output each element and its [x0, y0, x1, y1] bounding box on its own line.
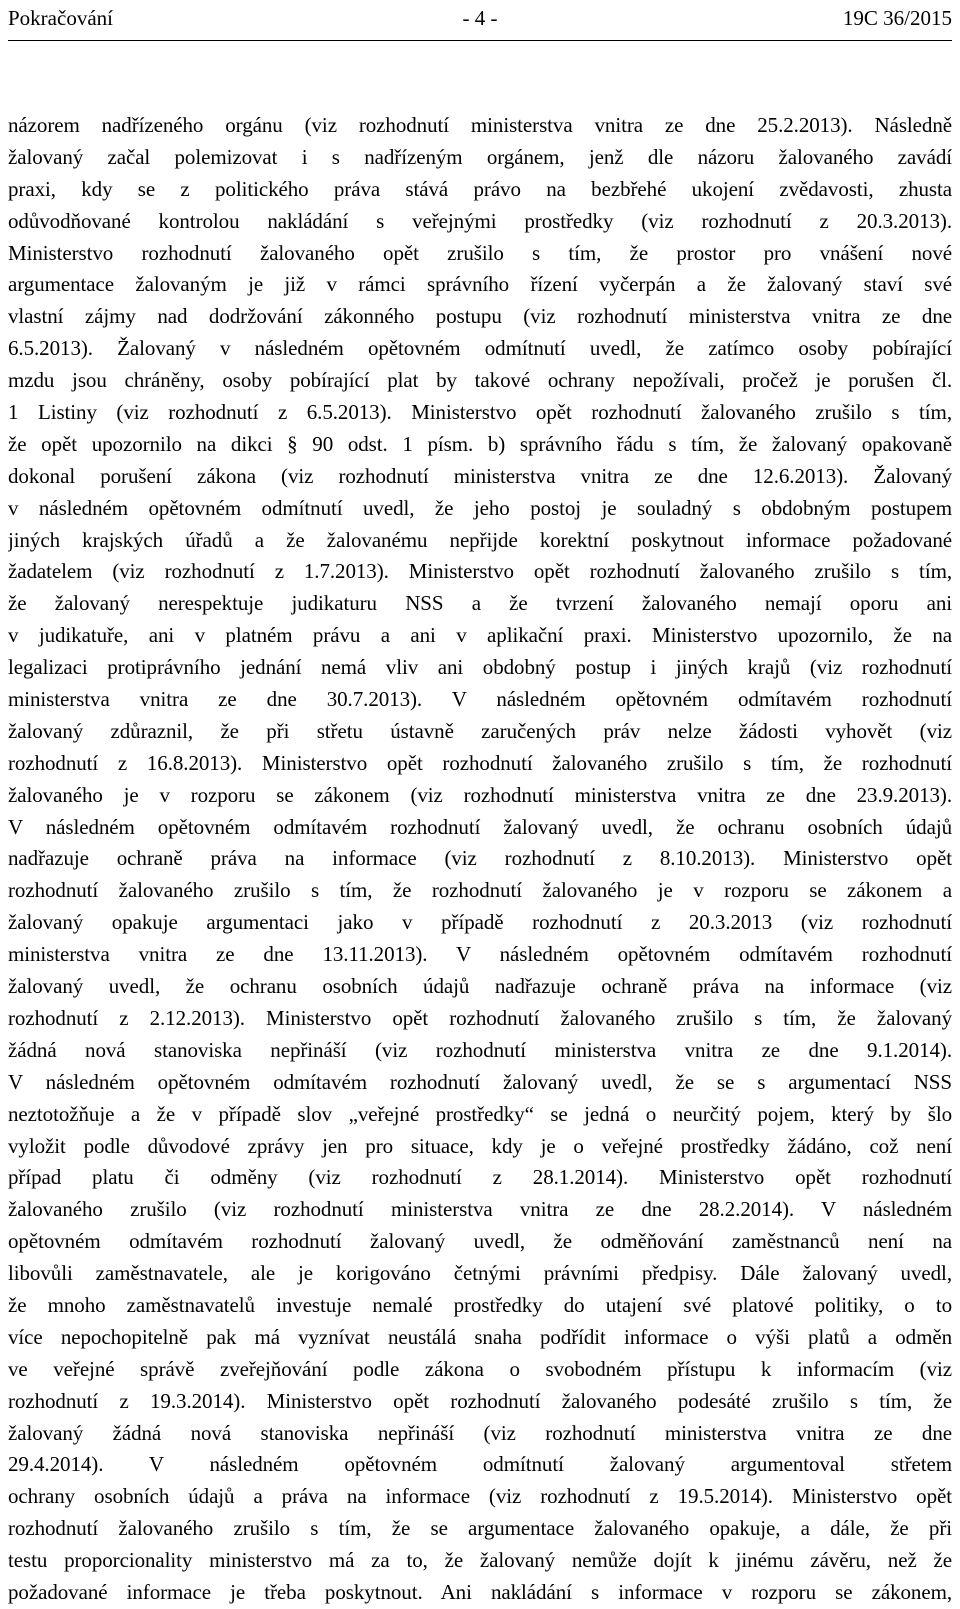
body-text-line: vyložit podle důvodové zprávy jen pro situace, kdy je o veřejné prostředky žádáno, což není — [8, 1133, 952, 1158]
body-text-line: 6.5.2013). Žalovaný v následném opětovném odmítnutí uvedl, že zatímco osoby pobírající — [8, 336, 952, 361]
body-text-line: testu proporcionality ministerstvo má za to, že žalovaný nemůže dojít k jinému závěru, než že — [8, 1548, 952, 1573]
header-continuation-label: Pokračování — [8, 6, 113, 30]
body-text-line: vlastní zájmy nad dodržování zákonného postupu (viz rozhodnutí ministerstva vnitra ze dne — [8, 304, 952, 329]
body-text-line: legalizaci protiprávního jednání nemá vliv ani obdobný postup i jiných krajů (viz rozhodnutí — [8, 655, 952, 680]
body-text-line: názorem nadřízeného orgánu (viz rozhodnutí ministerstva vnitra ze dne 25.2.2013). Následně — [8, 113, 952, 137]
body-text-line: argumentace žalovaným je již v rámci správního řízení vyčerpán a že žalovaný staví své — [8, 272, 952, 297]
body-text-line: V následném opětovném odmítavém rozhodnutí žalovaný uvedl, že ochranu osobních údajů — [8, 814, 952, 839]
body-text-line: více nepochopitelně pak má vyznívat neustálá snaha podřídit informace o výši platů a odměn — [8, 1324, 952, 1349]
body-text-line: Ministerstvo rozhodnutí žalovaného opět zrušilo s tím, že prostor pro vnášení nové — [8, 240, 952, 265]
body-text-line: opětovném odmítavém rozhodnutí žalovaný uvedl, že odměňování zaměstnanců není na — [8, 1229, 952, 1254]
body-text-line: že mnoho zaměstnavatelů investuje nemalé prostředky do utajení své platové politiky, o to — [8, 1292, 952, 1317]
body-text-line: v následném opětovném odmítnutí uvedl, že jeho postoj je souladný s obdobným postupem — [8, 495, 952, 520]
body-text-line: ochrany osobních údajů a práva na informace (viz rozhodnutí z 19.5.2014). Ministerstvo opět — [8, 1484, 952, 1509]
body-text-line: požadované informace je třeba poskytnout. Ani nakládání s informace v rozporu se zákonem, — [8, 1579, 952, 1604]
body-text-line: žalovaného je v rozporu se zákonem (viz rozhodnutí ministerstva vnitra ze dne 23.9.2013). — [8, 782, 952, 807]
body-text-line: žalovaný začal polemizovat i s nadřízeným orgánem, jenž dle názoru žalovaného zavádí — [8, 144, 952, 169]
body-text-line: v judikatuře, ani v platném právu a ani v aplikační praxi. Ministerstvo upozornilo, že na — [8, 623, 952, 648]
body-text-line: žalovaného zrušilo (viz rozhodnutí ministerstva vnitra ze dne 28.2.2014). V následném — [8, 1197, 952, 1222]
header-divider — [8, 40, 952, 41]
body-text-line: žalovaný žádná nová stanoviska nepřináší (viz rozhodnutí ministerstva vnitra ze dne — [8, 1420, 952, 1445]
body-text-line: nadřazuje ochraně práva na informace (viz rozhodnutí z 8.10.2013). Ministerstvo opět — [8, 846, 952, 871]
body-text-line: ministerstva vnitra ze dne 30.7.2013). V následném opětovném odmítavém rozhodnutí — [8, 687, 952, 712]
body-text-line: rozhodnutí žalovaného zrušilo s tím, že rozhodnutí žalovaného je v rozporu se zákonem a — [8, 878, 952, 903]
body-text-line: žádná nová stanoviska nepřináší (viz rozhodnutí ministerstva vnitra ze dne 9.1.2014). — [8, 1037, 952, 1062]
body-text-line: V následném opětovném odmítavém rozhodnutí žalovaný uvedl, že se s argumentací NSS — [8, 1069, 952, 1094]
header-case-number: 19C 36/2015 — [842, 6, 952, 30]
body-text-line: rozhodnutí z 2.12.2013). Ministerstvo opět rozhodnutí žalovaného zrušilo s tím, že žalovaný — [8, 1005, 952, 1030]
body-text-line: žalovaný zdůraznil, že při střetu ústavně zaručených práv nelze žádosti vyhovět (viz — [8, 718, 952, 743]
body-text-line: 29.4.2014). V následném opětovném odmítnutí žalovaný argumentoval střetem — [8, 1452, 952, 1477]
body-text-line: že opět upozornilo na dikci § 90 odst. 1 písm. b) správního řádu s tím, že žalovaný opakovaně — [8, 431, 952, 456]
body-text-line: odůvodňované kontrolou nakládání s veřejnými prostředky (viz rozhodnutí z 20.3.2013). — [8, 208, 952, 233]
body-text-line: 1 Listiny (viz rozhodnutí z 6.5.2013). Ministerstvo opět rozhodnutí žalovaného zrušilo s tím, — [8, 400, 952, 425]
document-body — [8, 110, 952, 1609]
body-text-line: rozhodnutí žalovaného zrušilo s tím, že se argumentace žalovaného opakuje, a dále, že při — [8, 1516, 952, 1541]
body-text-line: rozhodnutí z 16.8.2013). Ministerstvo opět rozhodnutí žalovaného zrušilo s tím, že rozhodnutí — [8, 750, 952, 775]
body-text-line: neztotožňuje a že v případě slov „veřejné prostředky“ se jedná o neurčitý pojem, který by šlo — [8, 1101, 952, 1126]
body-text-line: mzdu jsou chráněny, osoby pobírající plat by takové ochrany nepožívali, pročež je porušen čl. — [8, 368, 952, 393]
body-text-line: praxi, kdy se z politického práva stává právo na bezbřehé ukojení zvědavosti, zhusta — [8, 176, 952, 201]
body-text-line: dokonal porušení zákona (viz rozhodnutí ministerstva vnitra ze dne 12.6.2013). Žalovaný — [8, 463, 952, 488]
body-text-line: jiných krajských úřadů a že žalovanému nepřijde korektní poskytnout informace požadované — [8, 527, 952, 552]
body-text-line: libovůli zaměstnavatele, ale je korigováno četnými právními předpisy. Dále žalovaný uvedl, — [8, 1261, 952, 1286]
body-text-line: rozhodnutí z 19.3.2014). Ministerstvo opět rozhodnutí žalovaného podesáté zrušilo s tím, že — [8, 1388, 952, 1413]
body-text-line: žalovaný uvedl, že ochranu osobních údajů nadřazuje ochraně práva na informace (viz — [8, 974, 952, 999]
body-text-line: žadatelem (viz rozhodnutí z 1.7.2013). Ministerstvo opět rozhodnutí žalovaného zrušilo s tím, — [8, 559, 952, 584]
page-header — [8, 0, 952, 40]
body-text-line: žalovaný opakuje argumentaci jako v případě rozhodnutí z 20.3.2013 (viz rozhodnutí — [8, 910, 952, 935]
body-text-line: že žalovaný nerespektuje judikaturu NSS a že tvrzení žalovaného nemají oporu ani — [8, 591, 952, 616]
body-text-line: ministerstva vnitra ze dne 13.11.2013). V následném opětovném odmítavém rozhodnutí — [8, 942, 952, 967]
header-page-number: - 4 - — [462, 6, 498, 30]
body-text-line: ve veřejné správě zveřejňování podle zákona o svobodném přístupu k informacím (viz — [8, 1356, 952, 1381]
body-text-line: případ platu či odměny (viz rozhodnutí z 28.1.2014). Ministerstvo opět rozhodnutí — [8, 1165, 952, 1190]
